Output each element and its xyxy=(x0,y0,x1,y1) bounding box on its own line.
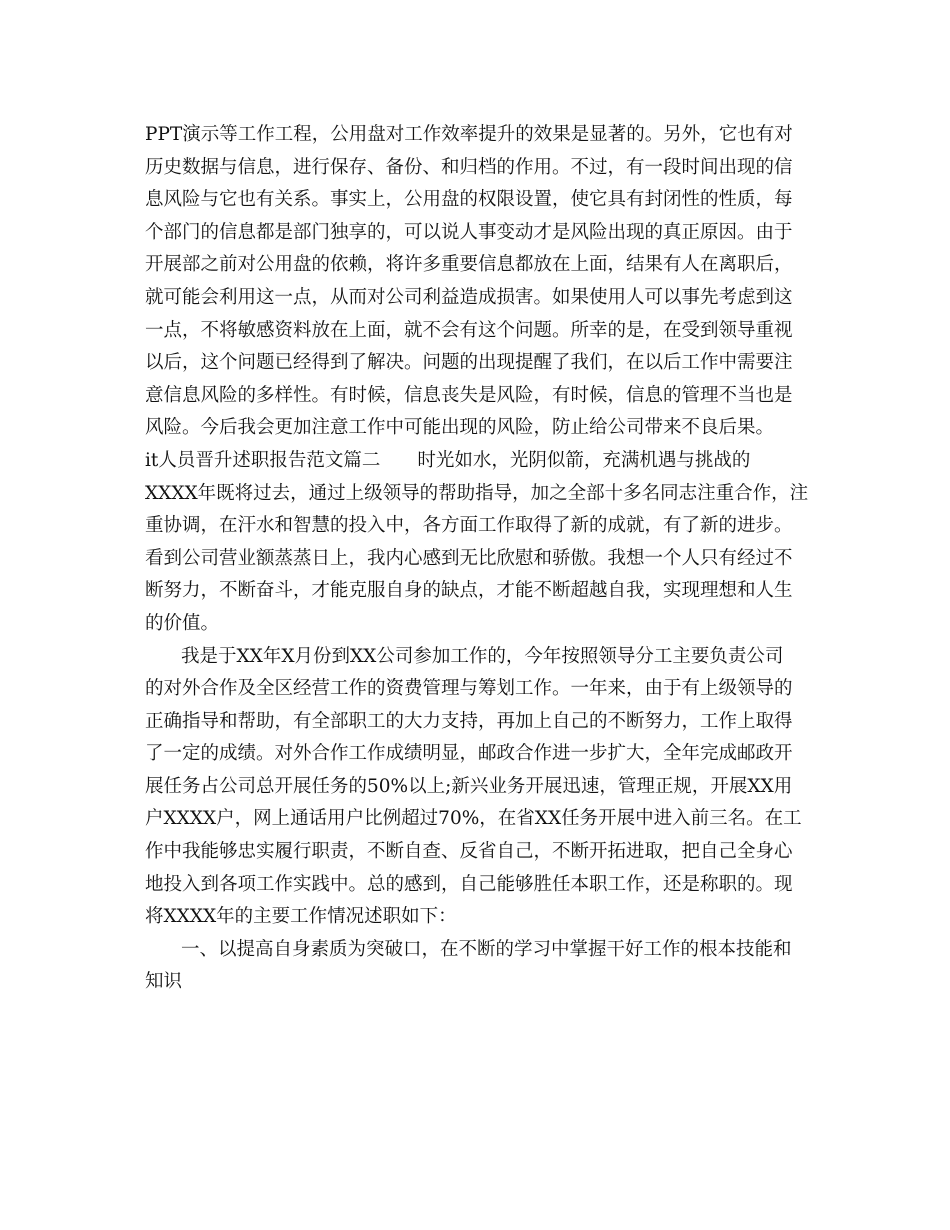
text-line: 就可能会利用这一点，从而对公司利益造成损害。如果使用人可以事先考虑到这 xyxy=(145,286,793,308)
document-body xyxy=(145,119,810,999)
text-line: 风险。今后我会更加注意工作中可能出现的风险，防止给公司带来不良后果。 xyxy=(145,417,775,439)
text-line: 作中我能够忠实履行职责，不断自查、反省自己，不断开拓进取，把自己全身心 xyxy=(145,841,793,863)
text-line: 历史数据与信息，进行保存、备份、和归档的作用。不过，有一段时间出现的信 xyxy=(145,156,793,178)
text-line: 正确指导和帮助，有全部职工的大力支持，再加上自己的不断努力，工作上取得 xyxy=(145,710,793,732)
paragraph-start-line: 我是于XX年X月份到XX公司参加工作的，今年按照领导分工主要负责公司 xyxy=(181,645,784,667)
text-line: 地投入到各项工作实践中。总的感到，自己能够胜任本职工作，还是称职的。现 xyxy=(145,873,793,895)
text-line: PPT演示等工作工程，公用盘对工作效率提升的效果是显著的。另外，它也有对 xyxy=(145,124,793,145)
text-line: 看到公司营业额蒸蒸日上，我内心感到无比欣慰和骄傲。我想一个人只有经过不 xyxy=(145,547,793,569)
text-line: XXXX年既将过去，通过上级领导的帮助指导，加之全部十多名同志注重合作，注 xyxy=(145,482,809,504)
text-line: 将XXXX年的主要工作情况述职如下： xyxy=(145,906,457,928)
text-line: 户XXXX户，网上通话用户比例超过70%，在省XX任务开展中进入前三名。在工 xyxy=(145,808,802,830)
section-heading-line: it人员晋升述职报告范文篇二 时光如水，光阴似箭，充满机遇与挑战的 xyxy=(145,449,751,471)
text-line: 一点，不将敏感资料放在上面，就不会有这个问题。所幸的是，在受到领导重视 xyxy=(145,319,793,341)
text-line: 了一定的成绩。对外合作工作成绩明显，邮政合作进一步扩大，全年完成邮政开 xyxy=(145,743,793,765)
text-line: 的对外合作及全区经营工作的资费管理与筹划工作。一年来，由于有上级领导的 xyxy=(145,678,793,700)
text-line: 意信息风险的多样性。有时候，信息丧失是风险，有时候，信息的管理不当也是 xyxy=(145,384,793,406)
text-line: 断努力，不断奋斗，才能克服自身的缺点，才能不断超越自我，实现理想和人生 xyxy=(145,580,793,602)
text-line: 的价值。 xyxy=(145,612,220,634)
text-line: 以后，这个问题已经得到了解决。问题的出现提醒了我们，在以后工作中需要注 xyxy=(145,352,793,374)
text-line: 知识 xyxy=(145,971,183,993)
text-line: 展任务占公司总开展任务的50%以上;新兴业务开展迅速，管理正规，开展XX用 xyxy=(145,775,793,797)
text-line: 开展部之前对公用盘的依赖，将许多重要信息都放在上面，结果有人在离职后， xyxy=(145,254,793,276)
text-line: 重协调，在汗水和智慧的投入中，各方面工作取得了新的成就，有了新的进步。 xyxy=(145,515,793,537)
text-line: 息风险与它也有关系。事实上，公用盘的权限设置，使它具有封闭性的性质，每 xyxy=(145,189,793,211)
paragraph-start-line: 一、以提高自身素质为突破口，在不断的学习中掌握干好工作的根本技能和 xyxy=(181,938,792,960)
text-line: 个部门的信息都是部门独享的，可以说人事变动才是风险出现的真正原因。由于 xyxy=(145,221,793,243)
